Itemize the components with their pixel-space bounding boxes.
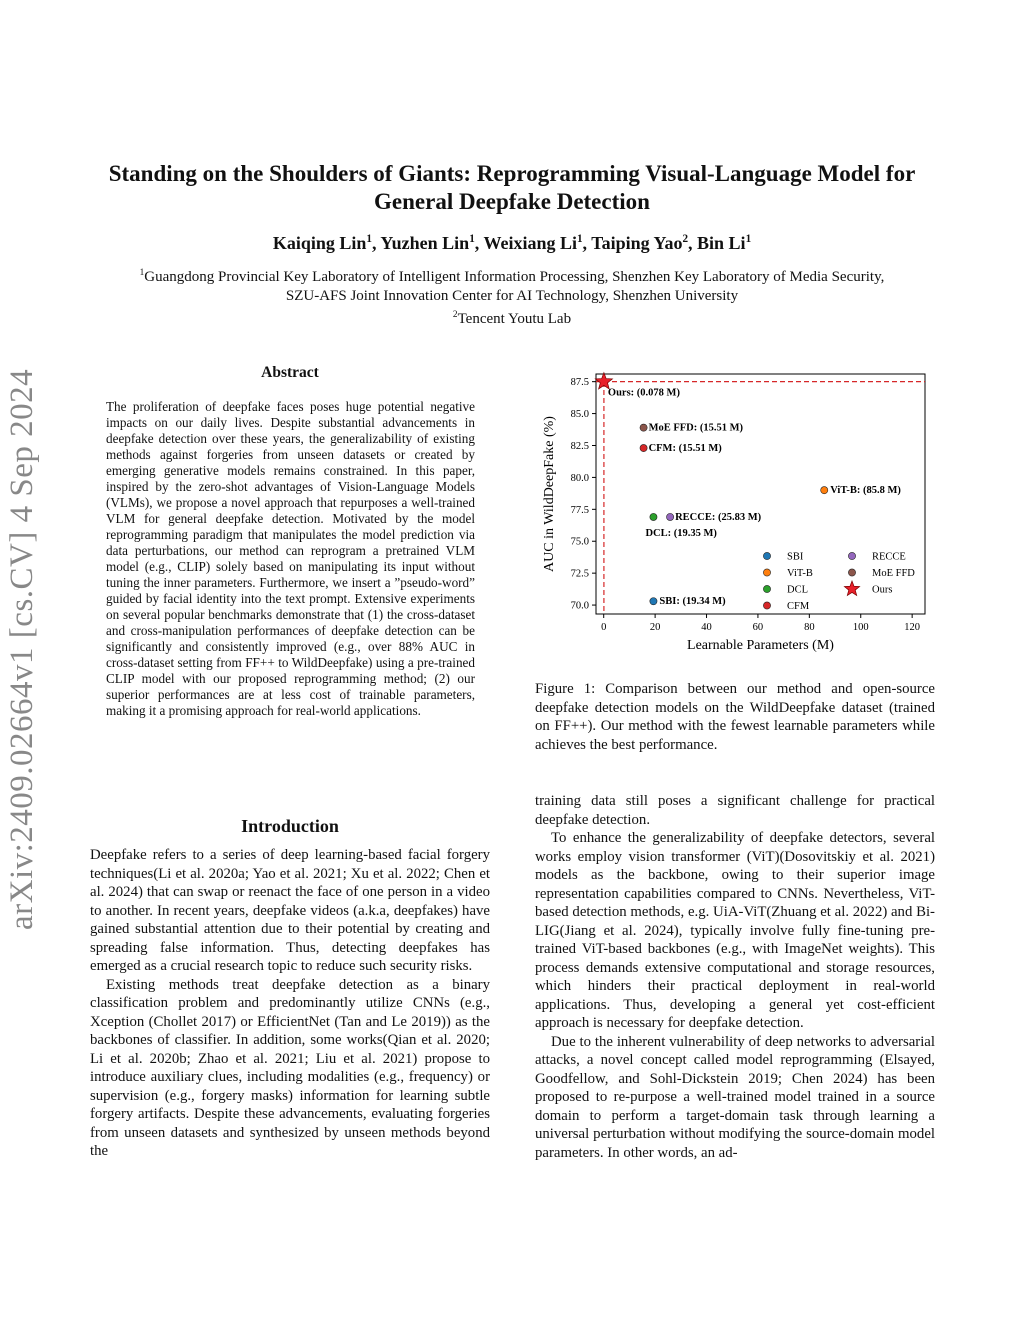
data-point <box>650 513 657 520</box>
x-tick-label: 100 <box>852 622 869 633</box>
legend-label: CFM <box>787 601 810 612</box>
x-tick-label: 20 <box>649 622 661 633</box>
legend-label: SBI <box>787 551 804 563</box>
data-point <box>667 513 674 520</box>
data-label: Ours: (0.078 M) <box>607 387 680 399</box>
y-tick-label: 82.5 <box>570 440 589 452</box>
y-tick-label: 70.0 <box>570 600 589 612</box>
legend-marker <box>763 602 770 609</box>
figure-1 <box>530 362 940 662</box>
affil-mark-1: 1 <box>139 268 145 278</box>
scatter-chart <box>530 362 940 662</box>
legend-label: ViT-B <box>787 568 813 579</box>
x-tick-label: 40 <box>701 622 712 633</box>
x-axis-label: Learnable Parameters (M) <box>687 638 834 653</box>
y-tick-label: 80.0 <box>570 472 589 484</box>
legend-label: DCL <box>787 584 808 596</box>
y-tick-label: 77.5 <box>570 504 589 516</box>
intro-paragraph-1: Deepfake refers to a series of deep learning-based facial forgery techniques(Li et al. 2020a; Yao et al. 2021; Xu et al. 2022; Chen et al. 2024) that can swap or reenact the face of one person in a video to another. In recent years, deepfake videos (a.k.a, deepfakes) have gained substantial attention due to their potential by creating and spreading false information. Thus, detecting deepfakes has emerged as a crucial research topic to reduce such security risks. <box>90 847 490 974</box>
data-point <box>640 424 647 431</box>
author-affil-mark: 1 <box>576 233 583 245</box>
legend-label: MoE FFD <box>872 568 915 579</box>
author-list: Kaiqing Lin$^1$, Yuzhen Lin$^1$, Weixiang Li$^1$, Taiping Yao$^2$, Bin Li$^1$ <box>272 233 752 253</box>
y-axis-label: AUC in WildDeepFake (%) <box>542 416 557 572</box>
data-label: CFM: (15.51 M) <box>648 443 722 455</box>
abstract-heading: Abstract <box>261 364 319 381</box>
affil-1-line-1: Guangdong Provincial Key Laboratory of Intelligent Information Processing, Shenzhen Key Laboratory of Media Security, <box>144 269 885 285</box>
x-tick-label: 80 <box>804 622 815 633</box>
author-name: Bin Li <box>697 233 746 253</box>
legend-marker <box>763 569 770 576</box>
arxiv-stamp: arXiv:2409.02664v1 [cs.CV] 4 Sep 2024 <box>4 368 40 930</box>
abstract-text: The proliferation of deepfake faces poses huge potential negative impacts on our daily lives. Despite substantial advancements in deepfake detection over these years, the generalizability of existing methods against forgeries from unseen datasets or created by emerging generative models remains constrained. In this paper, inspired by the zero-shot advantages of Vision-Language Models (VLMs), we propose a novel approach that repurposes a well-trained VLM for general deepfake detection. Motivated by the model reprogramming paradigm that manipulates the model prediction via data perturbations, our method can reprogram a pretrained VLM model (e.g., CLIP) solely based on manipulating its input without tuning the inner parameters. Furthermore, we insert a ”pseudo-word” guided by facial identity into the text prompt. Extensive experiments on several popular benchmarks demonstrate that (1) the cross-dataset and cross-manipulation performances of deepfake detection can be significantly and consistently improved (e.g., over 88% AUC in cross-dataset setting from FF++ to WildDeepfake) using a pre-trained CLIP model with our proposed reprogramming method; (2) our superior performances are at less cost of trainable parameters, making it a promising approach for real-world applications. <box>106 399 475 718</box>
y-tick-label: 75.0 <box>570 536 589 548</box>
y-tick-label: 72.5 <box>570 568 589 580</box>
author-name: Weixiang Li <box>483 233 577 253</box>
data-point <box>650 598 657 605</box>
paper-title <box>60 160 964 216</box>
introduction-heading: Introduction <box>241 816 339 836</box>
data-label: RECCE: (25.83 M) <box>675 511 762 523</box>
x-tick-label: 60 <box>752 622 764 633</box>
figure-caption: Figure 1: Comparison between our method and open-source deepfake detection models on the WildDeepfake dataset (trained on FF++). Our method with the fewest learnable parameters while achieves the best performance. <box>535 681 935 753</box>
title-line-2: General Deepfake Detection <box>374 189 650 214</box>
data-label: DCL: (19.35 M) <box>645 527 717 539</box>
legend-marker <box>763 552 770 559</box>
legend-label: Ours <box>872 584 893 596</box>
right-column-body <box>535 792 935 1162</box>
author-name: Taiping Yao <box>591 233 683 253</box>
data-point <box>821 487 828 494</box>
legend-label: RECCE <box>872 551 906 563</box>
author-affil-mark: 1 <box>745 233 752 245</box>
affiliations <box>60 264 964 329</box>
legend-marker-star <box>844 581 859 595</box>
author-affil-mark: 1 <box>366 233 372 245</box>
legend-marker <box>848 569 855 576</box>
right-paragraph-1: training data still poses a significant challenge for practical deepfake detection. <box>535 793 935 828</box>
legend-marker <box>763 585 770 592</box>
affil-1-line-2: SZU-AFS Joint Innovation Center for AI Technology, Shenzhen University <box>285 288 739 304</box>
affil-mark-2: 2 <box>452 310 458 320</box>
legend-marker <box>848 552 855 559</box>
title-line-1: Standing on the Shoulders of Giants: Reprogramming Visual-Language Model for <box>108 161 916 186</box>
x-tick-label: 120 <box>904 622 921 633</box>
author-name: Yuzhen Lin <box>380 233 470 253</box>
author-affil-mark: 1 <box>469 233 475 245</box>
author-name: Kaiqing Lin <box>272 233 367 253</box>
y-tick-label: 87.5 <box>570 377 589 389</box>
author-affil-mark: 2 <box>682 233 689 245</box>
data-point <box>640 444 647 451</box>
data-label: SBI: (19.34 M) <box>659 596 726 608</box>
affil-2: Tencent Youtu Lab <box>457 311 572 327</box>
data-label: ViT-B: (85.8 M) <box>830 485 901 497</box>
left-column-body <box>90 846 490 1161</box>
right-paragraph-2: To enhance the generalizability of deepfake detectors, several works employ vision transformer (ViT)(Dosovitskiy et al. 2021) models as the backbone, owing to their superior image representation capabilities compared to CNNs. Nevertheless, ViT-based detection methods, e.g. UiA-ViT(Zhuang et al. 2022) and Bi-LIG(Jiang et al. 2024), typically involve fully fine-tuning pre-trained ViT-based backbones (e.g., with ImageNet weights). This process demands extensive computational and storage resources, which hinders their practical deployment in real-world applications. Thus, developing a general yet cost-efficient approach is necessary for deepfake detection. <box>535 830 935 1031</box>
intro-paragraph-2: Existing methods treat deepfake detection as a binary classification problem and predominantly utilize CNNs (e.g., Xception (Chollet 2017) or EfficientNet (Tan and Le 2019)) as the backbones of classifier. In addition, some works(Qian et al. 2020; Li et al. 2020b; Zhao et al. 2021; Liu et al. 2021) propose to introduce auxiliary clues, including modalities (e.g., frequency) or supervision (e.g., forgery masks) information for learning subtle forgery artifacts. Despite these advancements, evaluating forgeries from unseen datasets and synthesized by unseen methods beyond the <box>90 976 490 1159</box>
data-label: MoE FFD: (15.51 M) <box>648 422 744 434</box>
y-tick-label: 85.0 <box>570 409 589 421</box>
right-paragraph-3: Due to the inherent vulnerability of deep networks to adversarial attacks, a novel concept called model reprogramming (Elsayed, Goodfellow, and Sohl-Dickstein 2019; Chen 2024) has been proposed to re-purpose a well-trained model trained in a source domain to perform a target-domain task through learning a universal perturbation without modifying the source-domain model parameters. In other words, an ad- <box>535 1033 935 1161</box>
x-tick-label: 0 <box>601 622 607 633</box>
